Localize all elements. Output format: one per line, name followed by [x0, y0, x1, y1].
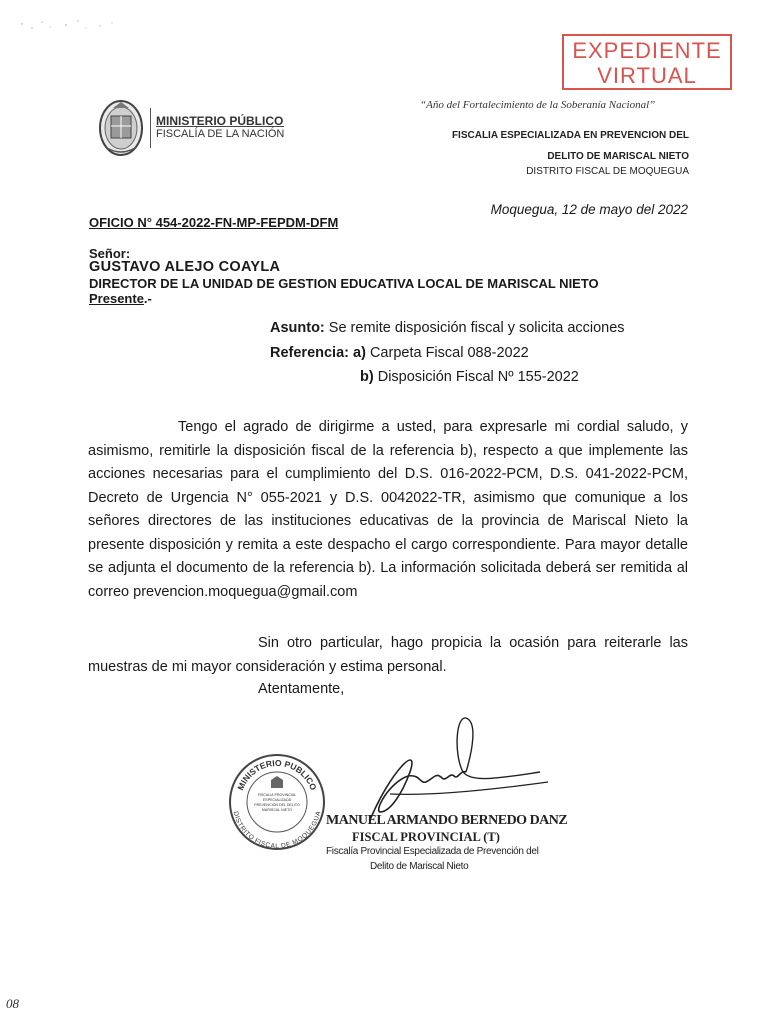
place-date: Moquegua, 12 de mayo del 2022 [490, 202, 688, 217]
body-paragraph-2: Sin otro particular, hago propicia la ocasión para reiterarle las muestras de mi mayor consideración y estima personal. [88, 635, 688, 675]
seal-center-line-3: PREVENCION DEL DELITO [254, 803, 300, 807]
seal-ring-bottom: DISTRITO FISCAL DE MOQUEGUA [231, 810, 323, 851]
ref-b-label: b) [360, 369, 374, 385]
asunto-text: Se remite disposición fiscal y solicita acciones [328, 320, 625, 336]
referencia-label: Referencia: [270, 345, 349, 361]
seal-center-line-1: FISCALIA PROVINCIAL [257, 793, 297, 797]
seal-center-line-4: MARISCAL NIETO [261, 808, 293, 812]
page-number: 08 [6, 996, 19, 1011]
year-motto: “Año del Fortalecimiento de la Soberanía Nacional” [420, 99, 656, 111]
logo-divider [150, 108, 151, 148]
institution-subtitle: FISCALÍA DE LA NACIÓN [156, 128, 285, 140]
ref-b-text: Disposición Fiscal Nº 155-2022 [377, 369, 579, 385]
asunto-line [270, 320, 625, 336]
ministerio-publico-shield-icon [97, 96, 145, 158]
office-line-2: DELITO DE MARISCAL NIETO [547, 151, 689, 162]
office-line-1: FISCALIA ESPECIALIZADA EN PREVENCION DEL [451, 130, 689, 141]
body-paragraph-1: Tengo el agrado de dirigirme a usted, para expresarle mi cordial saludo, y asimismo, remitirle la disposición fiscal de la referencia b), respecto a que implemente las acciones necesarias para el cumplimiento del D.S. 016-2022-PCM, D.S. 041-2022-PCM, Decreto de Urgencia N° 055-2021 y D.S. 0042022-TR, asimismo que comunique a los señores directores de las instituciones educativas de la provincia de Mariscal Nieto la presente disposición y remita a este despacho el cargo correspondiente. Para mayor detalle se adjunta el documento de la referencia b). La información solicitada deberá ser remitida al correo prevencion.moquegua@gmail.com [88, 419, 688, 600]
seal-center-line-2: ESPECIALIZADA [262, 798, 292, 802]
stamp-line1: EXPEDIENTE [572, 38, 722, 63]
asunto-label: Asunto: [270, 320, 325, 336]
presente-word: Presente [89, 291, 144, 306]
scan-specks [20, 18, 120, 32]
expediente-virtual-stamp [562, 34, 732, 90]
oficio-number: OFICIO N° 454-2022-FN-MP-FEPDM-DFM [89, 215, 339, 230]
svg-text:DISTRITO FISCAL DE MOQUEGUA [232, 810, 323, 850]
recipient-name: GUSTAVO ALEJO COAYLA [89, 259, 281, 275]
salutation: Señor: [89, 246, 131, 261]
signer-institution-line-2: Delito de Mariscal Nieto [370, 861, 469, 872]
office-line-3: DISTRITO FISCAL DE MOQUEGUA [526, 166, 689, 177]
recipient-position: DIRECTOR DE LA UNIDAD DE GESTION EDUCATIVA LOCAL DE MARISCAL NIETO [89, 276, 599, 291]
signer-title: FISCAL PROVINCIAL (T) [352, 830, 500, 844]
ref-a-text: Carpeta Fiscal 088-2022 [369, 345, 529, 361]
signer-institution-line-1: Fiscalía Provincial Especializada de Prevención del [326, 846, 539, 857]
ref-a-label: a) [353, 345, 366, 361]
referencia-a-line [270, 345, 529, 361]
seal-ring-top: MINISTERIO PUBLICO [235, 757, 319, 792]
stamp-line2: VIRTUAL [597, 63, 697, 88]
institution-name: MINISTERIO PÚBLICO [156, 114, 284, 128]
presente-suffix: .- [143, 291, 152, 306]
referencia-b-line [360, 369, 579, 385]
presente-line [89, 291, 152, 306]
seal-emblem-icon [271, 776, 283, 788]
signer-name: MANUEL ARMANDO BERNEDO DANZ [326, 813, 568, 828]
closing: Atentamente, [258, 681, 345, 697]
official-round-seal [227, 752, 327, 852]
